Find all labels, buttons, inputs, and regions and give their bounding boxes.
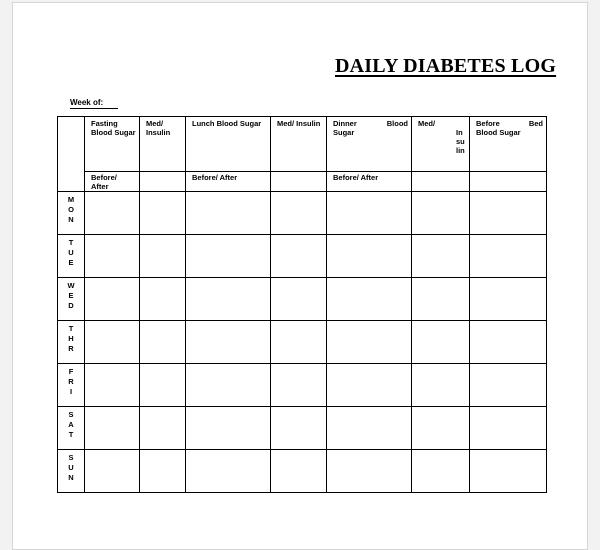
- day-label: T H R: [58, 321, 85, 364]
- day-label: F R I: [58, 364, 85, 407]
- log-entry-cell[interactable]: [470, 450, 547, 493]
- log-entry-cell[interactable]: [140, 278, 186, 321]
- log-entry-cell[interactable]: [412, 407, 470, 450]
- day-rows: [58, 192, 547, 493]
- table-row: [58, 192, 547, 235]
- log-entry-cell[interactable]: [186, 278, 271, 321]
- table-row: [58, 450, 547, 493]
- log-entry-cell[interactable]: [271, 235, 327, 278]
- day-label: S A T: [58, 407, 85, 450]
- page-title: DAILY DIABETES LOG: [335, 55, 557, 77]
- header-row: [58, 117, 547, 172]
- log-entry-cell[interactable]: [186, 192, 271, 235]
- subheader-row: [58, 172, 547, 192]
- table-row: [58, 235, 547, 278]
- log-entry-cell[interactable]: [271, 364, 327, 407]
- log-entry-cell[interactable]: [186, 450, 271, 493]
- header-fasting-blood-sugar: Fasting Blood Sugar: [85, 117, 140, 172]
- log-entry-cell[interactable]: [140, 235, 186, 278]
- table-row: [58, 321, 547, 364]
- log-entry-cell[interactable]: [327, 364, 412, 407]
- log-entry-cell[interactable]: [470, 192, 547, 235]
- week-of-field[interactable]: [70, 98, 118, 109]
- sub-dinner-before-after: Before/ After: [327, 172, 412, 192]
- log-entry-cell[interactable]: [186, 407, 271, 450]
- log-entry-cell[interactable]: [140, 450, 186, 493]
- log-entry-cell[interactable]: [85, 407, 140, 450]
- log-entry-cell[interactable]: [470, 407, 547, 450]
- log-entry-cell[interactable]: [412, 364, 470, 407]
- log-entry-cell[interactable]: [470, 321, 547, 364]
- log-entry-cell[interactable]: [271, 407, 327, 450]
- log-entry-cell[interactable]: [412, 192, 470, 235]
- header-med-insulin-2: Med/ Insulin: [271, 117, 327, 172]
- log-entry-cell[interactable]: [327, 450, 412, 493]
- log-entry-cell[interactable]: [186, 321, 271, 364]
- log-entry-cell[interactable]: [470, 235, 547, 278]
- table-row: [58, 278, 547, 321]
- day-label: T U E: [58, 235, 85, 278]
- log-entry-cell[interactable]: [85, 364, 140, 407]
- log-entry-cell[interactable]: [412, 450, 470, 493]
- log-entry-cell[interactable]: [186, 364, 271, 407]
- log-entry-cell[interactable]: [327, 235, 412, 278]
- table-row: [58, 364, 547, 407]
- log-entry-cell[interactable]: [140, 321, 186, 364]
- log-entry-cell[interactable]: [412, 235, 470, 278]
- log-entry-cell[interactable]: [327, 407, 412, 450]
- log-entry-cell[interactable]: [470, 278, 547, 321]
- week-of-label: Week of:: [70, 98, 104, 107]
- table-row: [58, 407, 547, 450]
- log-entry-cell[interactable]: [186, 235, 271, 278]
- day-label: M O N: [58, 192, 85, 235]
- diabetes-log-table: [57, 116, 547, 493]
- log-entry-cell[interactable]: [271, 192, 327, 235]
- log-entry-cell[interactable]: [327, 192, 412, 235]
- log-entry-cell[interactable]: [85, 278, 140, 321]
- sub-fasting-before-after: Before/ After: [85, 172, 140, 192]
- log-entry-cell[interactable]: [412, 321, 470, 364]
- log-entry-cell[interactable]: [271, 278, 327, 321]
- day-label: W E D: [58, 278, 85, 321]
- log-entry-cell[interactable]: [271, 321, 327, 364]
- header-dinner-blood-sugar: Dinner Blood Sugar: [327, 117, 412, 172]
- header-med-insulin-3: Med/ In su lin: [412, 117, 470, 172]
- log-entry-cell[interactable]: [140, 364, 186, 407]
- day-label: S U N: [58, 450, 85, 493]
- log-entry-cell[interactable]: [140, 192, 186, 235]
- log-entry-cell[interactable]: [271, 450, 327, 493]
- day-header-cell: [58, 117, 85, 192]
- log-entry-cell[interactable]: [327, 321, 412, 364]
- sub-lunch-before-after: Before/ After: [186, 172, 271, 192]
- log-entry-cell[interactable]: [140, 407, 186, 450]
- header-lunch-blood-sugar: Lunch Blood Sugar: [186, 117, 271, 172]
- log-entry-cell[interactable]: [412, 278, 470, 321]
- log-entry-cell[interactable]: [85, 450, 140, 493]
- log-entry-cell[interactable]: [470, 364, 547, 407]
- log-entry-cell[interactable]: [85, 192, 140, 235]
- log-entry-cell[interactable]: [327, 278, 412, 321]
- log-entry-cell[interactable]: [85, 321, 140, 364]
- header-before-bed-blood-sugar: Before Bed Blood Sugar: [470, 117, 547, 172]
- log-entry-cell[interactable]: [85, 235, 140, 278]
- header-med-insulin-1: Med/ Insulin: [140, 117, 186, 172]
